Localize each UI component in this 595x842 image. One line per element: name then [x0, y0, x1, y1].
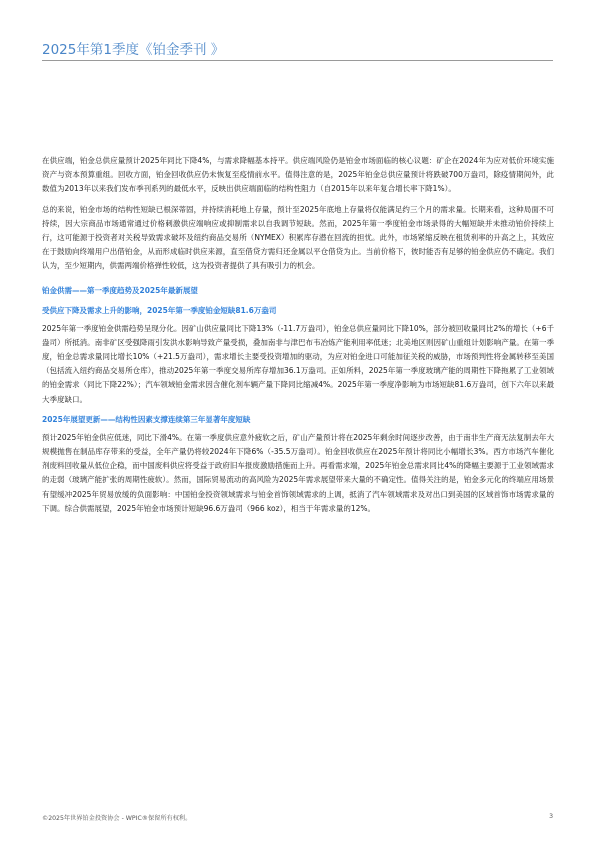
paragraph-summary: 总的来说，铂金市场的结构性短缺已根深蒂固，并持续消耗地上存量，预计至2025年底地上存量将仅能满足约三个月的需求量。长期来看，这种局面不可持续，因大宗商品市场通常通过价格刺激供应端响应或抑制需求以自我调节短缺。然而，2025年第一季度铂金市场录得的大幅短缺并未推动铂价持续上行，这可能源于投资者对关税导致需求破坏及纽约商品交易所（NYMEX）积累库存潜在回流的担忧。此外，市场紧缩反映在租赁利率的升高之上，其效应在于鼓励向终端用户出借铂金，从而形成临时供应来源，直至借贷方需归还金属以平仓借贷为止。当前价格下，彼时能否有足够的铂金供应仍不确定。我们认为，至少短期内，供需两端价格弹性较低，这为投资者提供了具有吸引力的机会。: [42, 204, 554, 271]
header-divider: [42, 60, 553, 61]
footer-copyright: ©2025年世界铂金投资协会 - WPIC®保留所有权利。: [42, 815, 192, 822]
page-header-title: 2025年第1季度《铂金季刊 》: [42, 42, 225, 58]
paragraph-outlook: 预计2025年铂金供应低迷，同比下滑4%。在第一季度供应意外疲软之后，矿山产量预计将在2025年剩余时间逐步改善，由于南非生产商无法复制去年大规模抛售在制品库存带来的受益，全年产量仍将较2024年下降6%（-35.5万盎司）。铂金回收供应在2025年预计将同比小幅增长3%。西方市场汽车催化剂废料回收量从低位企稳，而中国废料供应将受益于政府旧车报废激励措施而上升。再看需求端，2025年铂金总需求同比4%的降幅主要源于工业领域需求的走弱（玻璃产能扩张的周期性疲软）。然而，国际贸易流动的高风险为2025年需求展望带来大量的不确定性。值得关注的是，铂金多元化的终端应用场景有望缓冲2025年贸易放缓的负面影响：中国铂金投资领域需求与铂金首饰领域需求的上调，抵消了汽车领域需求及对出口到美国的区域首饰市场需求量的下调。综合供需展望，2025年铂金市场预计短缺96.6万盎司（966 koz），相当于年需求量的12%。: [42, 432, 554, 513]
subheading-q1: 受供应下降及需求上升的影响，2025年第一季度铂金短缺81.6万盎司: [42, 305, 277, 315]
document-body: [42, 154, 554, 516]
section-heading: 铂金供需——第一季度趋势及2025年最新展望: [42, 285, 198, 295]
page-number: 3: [549, 813, 553, 820]
subheading-outlook: 2025年展望更新——结构性因素支撑连续第三年显著年度短缺: [42, 414, 251, 424]
paragraph-q1-trends: 2025年第一季度铂金供需趋势呈现分化。因矿山供应量同比下降13%（-11.7万盎司），铂金总供应量同比下降10%，部分被回收量同比2%的增长（+6千盎司）所抵消。南非矿区受强降雨引发洪水影响导致产量受损，叠加南非与津巴布韦冶炼产能利用率低迷；北美地区则因矿山重组计划影响产量。在第一季度，铂金总需求量同比增长10%（+21.5万盎司），需求增长主要受投资增加的驱动，为应对铂金进口可能加征关税的威胁，市场预判性将金属转移至美国（包括流入纽约商品交易所仓库），推动2025年第一季度交易所库存增加36.1万盎司。正如所料，2025年第一季度玻璃产能的周期性下降拖累了工业领域的铂金需求（同比下降22%）；汽车领域铂金需求因含催化剂车辆产量下降同比缩减4%。2025年第一季度净影响为市场短缺81.6万盎司，创下六年以来最大季度缺口。: [42, 323, 554, 404]
paragraph-supply: 在供应端，铂金总供应量预计2025年同比下降4%，与需求降幅基本持平。供应端风险仍是铂金市场面临的核心议题：矿企在2024年为应对低价环境实施资产与资本预算重组。回收方面，铂金回收供应仍未恢复至疫情前水平。值得注意的是，2025年铂金总供应量预计将跌破700万盎司，除疫情期间外，此数值为2013年以来我们发布季刊系列的最低水平，反映出供应端面临的结构性阻力（自2015年以来年复合增长率下降1%）。: [42, 156, 554, 194]
